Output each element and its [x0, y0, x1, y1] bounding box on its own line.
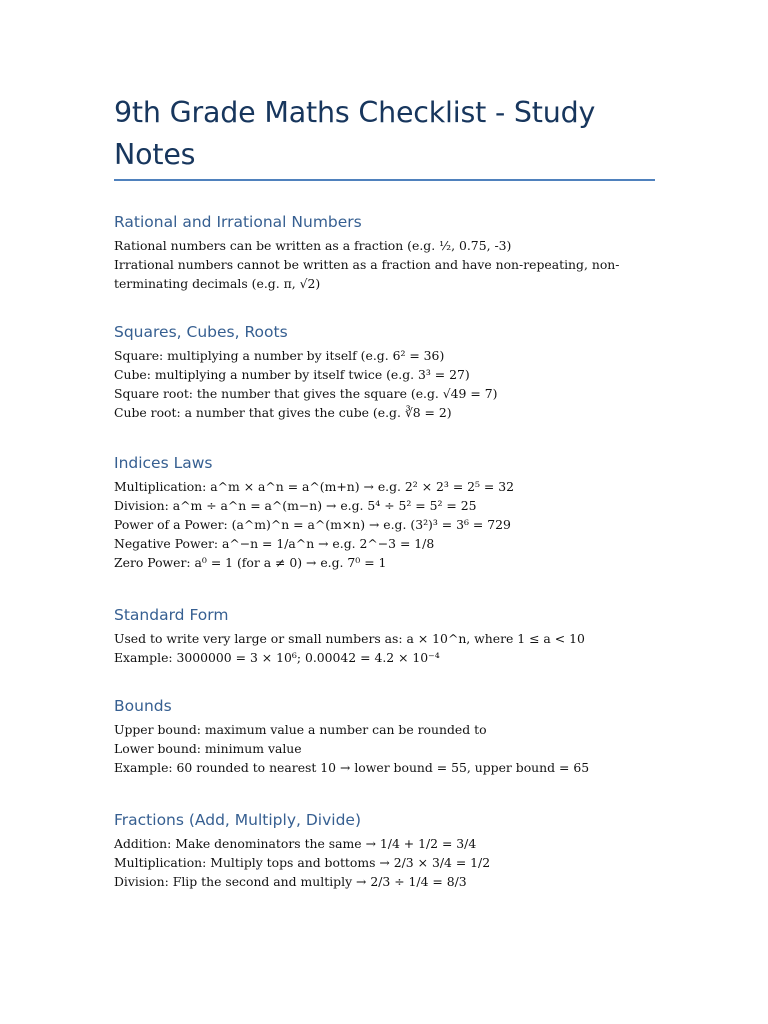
section-heading: Rational and Irrational Numbers [114, 213, 362, 231]
section-indices-laws [114, 453, 656, 572]
note-line: Cube root: a number that gives the cube (e.g. ∛8 = 2) [114, 405, 452, 420]
note-line: Example: 3000000 = 3 × 10⁶; 0.00042 = 4.2 × 10⁻⁴ [114, 650, 440, 665]
document-page [114, 92, 656, 891]
note-line: Square: multiplying a number by itself (e.g. 6² = 36) [114, 348, 445, 363]
section-heading: Squares, Cubes, Roots [114, 323, 288, 341]
section-bounds [114, 696, 656, 777]
section-heading: Standard Form [114, 606, 229, 624]
note-line: Addition: Make denominators the same → 1/4 + 1/2 = 3/4 [114, 836, 477, 851]
note-line: Lower bound: minimum value [114, 741, 302, 756]
note-line: Example: 60 rounded to nearest 10 → lower bound = 55, upper bound = 65 [114, 760, 590, 775]
note-line: Division: Flip the second and multiply → 2/3 ÷ 1/4 = 8/3 [114, 874, 467, 889]
note-line: Negative Power: a^−n = 1/a^n → e.g. 2^−3 = 1/8 [114, 536, 435, 551]
note-line: Rational numbers can be written as a fraction (e.g. ½, 0.75, -3) [114, 238, 512, 253]
note-line: Square root: the number that gives the square (e.g. √49 = 7) [114, 386, 498, 401]
note-line: Irrational numbers cannot be written as a fraction and have non-repeating, non-terminating decimals (e.g. π, √2) [114, 257, 620, 291]
note-line: Cube: multiplying a number by itself twice (e.g. 3³ = 27) [114, 367, 470, 382]
section-heading: Fractions (Add, Multiply, Divide) [114, 811, 361, 829]
section-standard-form [114, 605, 656, 667]
note-line: Division: a^m ÷ a^n = a^(m−n) → e.g. 5⁴ ÷ 5² = 5² = 25 [114, 498, 477, 513]
section-squares-cubes-roots [114, 322, 656, 422]
page-title: 9th Grade Maths Checklist - Study Notes [114, 96, 596, 171]
note-line: Power of a Power: (a^m)^n = a^(m×n) → e.g. (3²)³ = 3⁶ = 729 [114, 517, 511, 532]
note-line: Zero Power: a⁰ = 1 (for a ≠ 0) → e.g. 7⁰ = 1 [114, 555, 387, 570]
section-heading: Bounds [114, 697, 172, 715]
note-line: Multiplication: Multiply tops and bottoms → 2/3 × 3/4 = 1/2 [114, 855, 491, 870]
note-line: Used to write very large or small numbers as: a × 10^n, where 1 ≤ a < 10 [114, 631, 585, 646]
note-line: Upper bound: maximum value a number can be rounded to [114, 722, 487, 737]
section-rational-irrational [114, 212, 656, 293]
title-divider [114, 179, 655, 181]
note-line: Multiplication: a^m × a^n = a^(m+n) → e.g. 2² × 2³ = 2⁵ = 32 [114, 479, 515, 494]
section-fractions [114, 810, 656, 891]
section-heading: Indices Laws [114, 454, 213, 472]
